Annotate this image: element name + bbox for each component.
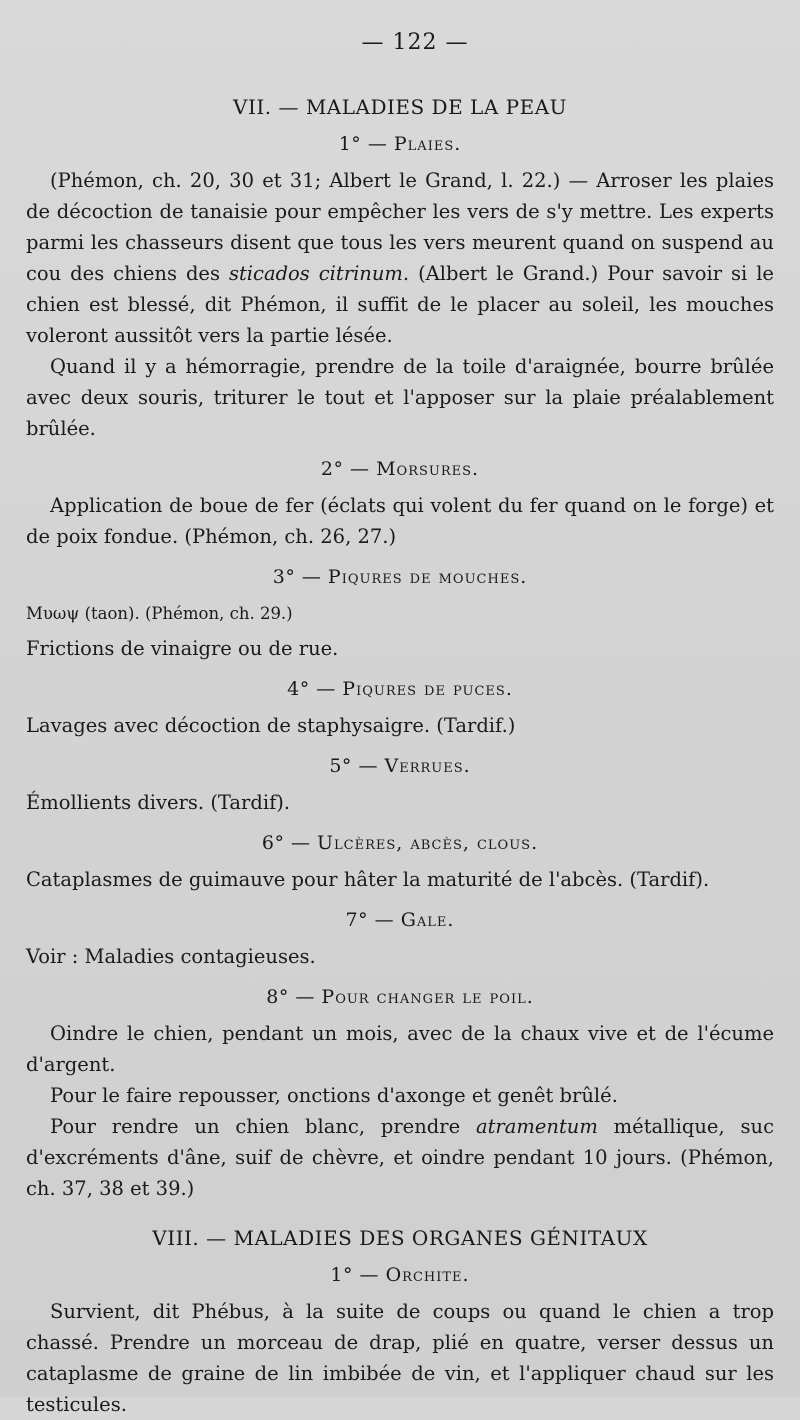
section-heading-verrues [26, 755, 774, 777]
section-title: Piqures de mouches. [327, 566, 528, 588]
text-run: Pour rendre un chien blanc, prendre [50, 1115, 476, 1138]
text-run: (Albert le Grand.) Pour savoir si le chien est blessé, dit Phémon, il suffit de le placer au soleil, les mouches voleront aussitôt vers la partie lésée. [26, 262, 774, 347]
section-number: 7° — [345, 909, 401, 931]
section-title: Morsures. [376, 458, 480, 480]
paragraph-orchite: Survient, dit Phébus, à la suite de coups ou quand le chien a trop chassé. Prendre un morceau de drap, plié en quatre, verser dessus un cataplasme de graine de lin imbibée de vin, et l'appliquer chaud sur les testicules. [26, 1300, 774, 1416]
section-heading-morsures [26, 458, 774, 480]
italic-term: sticados citrinum. [228, 262, 410, 285]
text-run: métallique, suc d'excréments d'âne, suif de chèvre, et oindre pendant 10 jours. (Phémon, ch. 37, 38 et 39.) [26, 1115, 774, 1200]
paragraph-poil-2: Pour le faire repousser, onctions d'axonge et genêt brûlé. [50, 1084, 618, 1107]
section-heading-piqures-puces [26, 678, 774, 700]
section-number: 2° — [320, 458, 377, 480]
page-number: — 122 — [361, 30, 469, 55]
section-title: Ulcères, abcès, clous. [317, 832, 539, 854]
chapter-heading-vii: VII. — MALADIES DE LA PEAU [233, 95, 567, 119]
paragraph-taon: Μυωψ (taon). (Phémon, ch. 29.) [26, 604, 293, 623]
section-title: Verrues. [384, 755, 471, 777]
section-heading-poil [26, 986, 774, 1008]
section-number: 6° — [261, 832, 318, 854]
section-number: 1° — [330, 1264, 386, 1286]
section-heading-ulceres [26, 832, 774, 854]
paragraph-poil-3 [26, 1111, 774, 1204]
section-number: 8° — [266, 986, 322, 1008]
italic-term: atramentum [475, 1115, 598, 1138]
section-title: Piqures de puces. [342, 678, 513, 700]
paragraph-gale: Voir : Maladies contagieuses. [26, 945, 316, 968]
section-number: 4° — [287, 678, 343, 700]
paragraph-puces: Lavages avec décoction de staphysaigre. (Tardif.) [26, 714, 516, 737]
section-number: 3° — [272, 566, 328, 588]
section-heading-piqures-mouches [26, 566, 774, 588]
section-title: Pour changer le poil. [321, 986, 534, 1008]
section-heading-orchite [26, 1264, 774, 1286]
section-title: Gale. [400, 909, 455, 931]
section-title: Orchite. [385, 1264, 470, 1286]
paragraph-verrues: Émollients divers. (Tardif). [26, 791, 291, 814]
section-number: 1° — [338, 133, 394, 155]
section-title: Plaies. [393, 133, 462, 155]
text-run: (Phémon, ch. 20, 30 et 31; Albert le Grand, l. 22.) — Arroser les plaies de décoction de tanaisie pour empêcher les vers de s'y mettre. Les experts parmi les chasseurs disent que tous les vers meurent quand on suspend au cou des chiens des [26, 169, 774, 285]
paragraph-ulceres: Cataplasmes de guimauve pour hâter la maturité de l'abcès. (Tardif). [26, 868, 710, 891]
section-number: 5° — [329, 755, 385, 777]
chapter-heading-viii: VIII. — MALADIES DES ORGANES GÉNITAUX [152, 1226, 648, 1250]
paragraph-poil-1: Oindre le chien, pendant un mois, avec de la chaux vive et de l'écume d'argent. [26, 1022, 774, 1076]
paragraph-frictions: Frictions de vinaigre ou de rue. [26, 637, 339, 660]
paragraph-plaies-1 [26, 165, 774, 351]
paragraph-plaies-2: Quand il y a hémorragie, prendre de la toile d'araignée, bourre brûlée avec deux souris, triturer le tout et l'apposer sur la plaie préalablement brûlée. [26, 355, 774, 440]
section-heading-plaies [26, 133, 774, 155]
paragraph-morsures: Application de boue de fer (éclats qui volent du fer quand on le forge) et de poix fondue. (Phémon, ch. 26, 27.) [26, 494, 774, 548]
section-heading-gale [26, 909, 774, 931]
